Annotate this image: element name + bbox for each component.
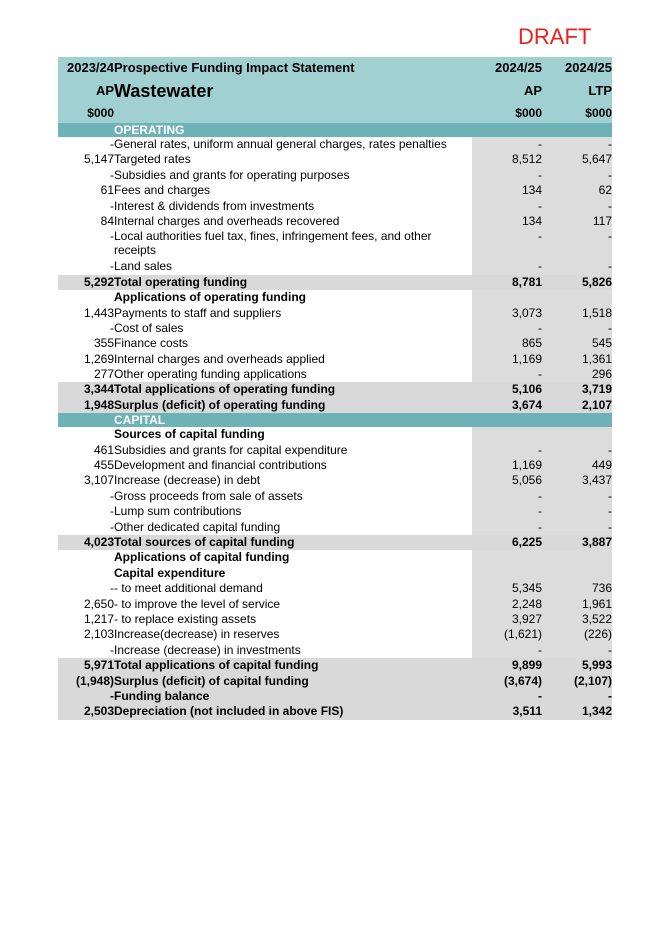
line-item-label: - to meet additional demand (114, 581, 263, 596)
line-item-label: Subsidies and grants for operating purposes (114, 167, 350, 182)
ap-2024-25-cell: 2,248 (472, 597, 542, 612)
ap-2023-24-cell: 277 (93, 367, 114, 382)
ltp-2024-25-cell: - (542, 643, 612, 658)
table-body (58, 123, 612, 720)
subheading-row (58, 290, 612, 305)
ltp-2024-25-cell (542, 566, 612, 581)
line-item-label: General rates, uniform annual general charges, rates penalties (114, 137, 447, 151)
line-item-row (58, 259, 612, 274)
line-item-label: Surplus (deficit) of operating funding (114, 398, 472, 413)
line-item-label: Targeted rates (114, 152, 191, 167)
ltp-2024-25-cell: - (542, 259, 612, 274)
line-item-label: Interest & dividends from investments (114, 198, 315, 213)
section-spacer (472, 413, 542, 427)
line-item-label: Increase(decrease) in reserves (114, 627, 280, 642)
ltp-2024-25-cell: 296 (542, 367, 612, 382)
ap-2024-25-cell: 5,106 (472, 382, 542, 397)
ap-2024-25-cell: - (472, 229, 542, 259)
line-item-row (58, 183, 612, 198)
ap-2024-25-cell (472, 566, 542, 581)
statement-title: Prospective Funding Impact Statement (114, 57, 472, 79)
ltp-2024-25-cell: - (542, 321, 612, 336)
line-item-row (58, 367, 612, 382)
ap-2023-24-cell: 461 (93, 442, 114, 457)
section-spacer (58, 123, 114, 137)
ap-2023-24-cell: - (110, 229, 114, 244)
activity-title: Wastewater (114, 79, 472, 103)
table-header (58, 57, 612, 123)
line-item-label: Increase (decrease) in debt (114, 473, 261, 488)
subheading-label: Sources of capital funding (114, 427, 265, 442)
line-item-row (58, 336, 612, 351)
ltp-2024-25-cell: 3,522 (542, 612, 612, 627)
ap-2023-24-cell: 1,443 (83, 305, 114, 320)
line-item-label: Internal charges and overheads recovered (114, 213, 340, 228)
ap-2024-25-cell: 134 (472, 214, 542, 229)
ap-2024-25-cell: - (472, 367, 542, 382)
ap-2024-25-cell: - (472, 168, 542, 183)
ap-2023-24-cell: - (110, 198, 114, 213)
ap-2024-25-cell: 1,169 (472, 458, 542, 473)
ap-2024-25-cell: 5,056 (472, 473, 542, 488)
section-label: CAPITAL (114, 413, 472, 427)
line-item-label: Depreciation (not included in above FIS) (114, 704, 472, 719)
line-item-label: Funding balance (114, 689, 472, 704)
line-item-row (58, 214, 612, 229)
ap-2024-25-cell: - (472, 489, 542, 504)
ltp-2024-25-cell: - (542, 137, 612, 152)
line-item-label: Finance costs (114, 336, 189, 351)
subheading-row (58, 566, 612, 581)
ap-2024-25-cell (472, 427, 542, 442)
ap-2023-24-cell: - (110, 642, 114, 657)
line-item-label: Other operating funding applications (114, 367, 307, 382)
ltp-2024-25-cell: - (542, 689, 612, 704)
ltp-2024-25-cell: 1,342 (542, 704, 612, 719)
ap-2023-24-cell: 355 (93, 336, 114, 351)
header-col3-unit: $000 (472, 103, 542, 123)
ltp-2024-25-cell: 736 (542, 581, 612, 596)
line-item-label: Other dedicated capital funding (114, 519, 281, 534)
ap-2024-25-cell: 9,899 (472, 658, 542, 673)
ap-2023-24-cell: 4,023 (58, 535, 114, 550)
line-item-label: Land sales (114, 259, 173, 274)
total-row (58, 704, 612, 719)
ap-2024-25-cell: - (472, 443, 542, 458)
line-item-label: Subsidies and grants for capital expenditure (114, 442, 348, 457)
line-item-label: - to improve the level of service (114, 596, 281, 611)
ap-2023-24-cell: - (110, 581, 114, 596)
ap-2023-24-cell (58, 566, 114, 581)
ap-2023-24-cell (58, 550, 114, 565)
ap-2023-24-cell: (1,948) (58, 674, 114, 689)
header-col4-type: LTP (542, 79, 612, 103)
header-row-units (58, 103, 612, 123)
header-col3-type: AP (472, 79, 542, 103)
ap-2023-24-cell: 2,503 (58, 704, 114, 719)
ltp-2024-25-cell: - (542, 168, 612, 183)
total-row (58, 382, 612, 397)
line-item-row (58, 581, 612, 596)
ap-2024-25-cell: (3,674) (472, 674, 542, 689)
ap-2023-24-cell: - (110, 504, 114, 519)
ap-2023-24-cell: 1,269 (83, 351, 114, 366)
ltp-2024-25-cell: 5,826 (542, 275, 612, 290)
ap-2024-25-cell: - (472, 199, 542, 214)
subheading-row (58, 550, 612, 565)
header-col1-type: AP (58, 79, 114, 103)
ap-2023-24-cell: 1,217 (83, 611, 114, 626)
section-spacer (472, 123, 542, 137)
ltp-2024-25-cell: 3,719 (542, 382, 612, 397)
total-row (58, 275, 612, 290)
header-col4-year: 2024/25 (542, 57, 612, 79)
ap-2024-25-cell: - (472, 259, 542, 274)
ltp-2024-25-cell (542, 550, 612, 565)
total-row (58, 689, 612, 704)
ap-2024-25-cell: 3,927 (472, 612, 542, 627)
header-col1-year: 2023/24 (58, 57, 114, 79)
line-item-row (58, 612, 612, 627)
ltp-2024-25-cell: 449 (542, 458, 612, 473)
ap-2023-24-cell: 2,650 (83, 596, 114, 611)
funding-impact-statement-table (58, 57, 612, 720)
ap-2023-24-cell: 455 (93, 458, 114, 473)
total-row (58, 535, 612, 550)
total-row (58, 398, 612, 413)
ap-2023-24-cell: 5,292 (58, 275, 114, 290)
ap-2024-25-cell: 3,674 (472, 398, 542, 413)
section-header-row (58, 123, 612, 137)
ap-2024-25-cell: 865 (472, 336, 542, 351)
ap-2023-24-cell (58, 290, 114, 305)
header-spacer (114, 103, 472, 123)
header-row-types (58, 79, 612, 103)
line-item-row (58, 504, 612, 519)
line-item-row (58, 137, 612, 152)
ap-2024-25-cell: 1,169 (472, 352, 542, 367)
ap-2024-25-cell: 3,511 (472, 704, 542, 719)
ltp-2024-25-cell: 3,437 (542, 473, 612, 488)
line-item-label: Surplus (deficit) of capital funding (114, 674, 472, 689)
line-item-label: Gross proceeds from sale of assets (114, 488, 303, 503)
line-item-label: Local authorities fuel tax, fines, infringement fees, and other receipts (114, 229, 432, 258)
line-item-row (58, 597, 612, 612)
subheading-label: Applications of operating funding (114, 290, 306, 305)
ltp-2024-25-cell: - (542, 199, 612, 214)
line-item-label: Payments to staff and suppliers (114, 305, 282, 320)
ap-2023-24-cell: 3,107 (83, 473, 114, 488)
draft-watermark: DRAFT (518, 24, 592, 49)
line-item-label: Total sources of capital funding (114, 535, 472, 550)
line-item-label: Increase (decrease) in investments (114, 642, 301, 657)
ltp-2024-25-cell: - (542, 229, 612, 259)
ap-2023-24-cell: 5,147 (83, 152, 114, 167)
ltp-2024-25-cell: 117 (542, 214, 612, 229)
section-spacer (542, 123, 612, 137)
line-item-label: Total applications of operating funding (114, 382, 472, 397)
ap-2023-24-cell: - (110, 519, 114, 534)
ap-2023-24-cell: 84 (100, 213, 114, 228)
line-item-row (58, 473, 612, 488)
ltp-2024-25-cell: (226) (542, 627, 612, 642)
ap-2023-24-cell: 5,971 (58, 658, 114, 673)
ap-2024-25-cell: - (472, 520, 542, 535)
total-row (58, 674, 612, 689)
ltp-2024-25-cell: 3,887 (542, 535, 612, 550)
ltp-2024-25-cell: - (542, 504, 612, 519)
line-item-row (58, 168, 612, 183)
line-item-row (58, 321, 612, 336)
line-item-row (58, 627, 612, 642)
ap-2023-24-cell (58, 427, 114, 442)
ap-2024-25-cell: - (472, 137, 542, 152)
ltp-2024-25-cell (542, 290, 612, 305)
subheading-row (58, 427, 612, 442)
header-row-years (58, 57, 612, 79)
ap-2023-24-cell: - (58, 689, 114, 704)
ap-2023-24-cell: - (110, 320, 114, 335)
ap-2024-25-cell: - (472, 643, 542, 658)
total-row (58, 658, 612, 673)
line-item-row (58, 643, 612, 658)
section-header-row (58, 413, 612, 427)
line-item-row (58, 458, 612, 473)
line-item-label: Development and financial contributions (114, 458, 327, 473)
section-spacer (542, 413, 612, 427)
subheading-label: Capital expenditure (114, 565, 226, 580)
ltp-2024-25-cell: (2,107) (542, 674, 612, 689)
ltp-2024-25-cell: 5,647 (542, 152, 612, 167)
ltp-2024-25-cell: 1,518 (542, 306, 612, 321)
ltp-2024-25-cell: 2,107 (542, 398, 612, 413)
ltp-2024-25-cell: - (542, 489, 612, 504)
ap-2024-25-cell: 8,512 (472, 152, 542, 167)
section-label: OPERATING (114, 123, 472, 137)
ap-2024-25-cell: 5,345 (472, 581, 542, 596)
ap-2024-25-cell: 8,781 (472, 275, 542, 290)
ltp-2024-25-cell: 545 (542, 336, 612, 351)
subheading-label: Applications of capital funding (114, 550, 290, 565)
ap-2023-24-cell: 61 (100, 183, 114, 198)
line-item-row (58, 199, 612, 214)
ap-2023-24-cell: - (110, 137, 114, 151)
header-col1-unit: $000 (58, 103, 114, 123)
ap-2024-25-cell: (1,621) (472, 627, 542, 642)
ap-2024-25-cell: - (472, 689, 542, 704)
ap-2023-24-cell: - (110, 167, 114, 182)
line-item-label: Cost of sales (114, 320, 184, 335)
ltp-2024-25-cell: - (542, 443, 612, 458)
line-item-row (58, 306, 612, 321)
line-item-row (58, 489, 612, 504)
ap-2024-25-cell: 3,073 (472, 306, 542, 321)
line-item-row (58, 229, 612, 259)
header-col3-year: 2024/25 (472, 57, 542, 79)
ltp-2024-25-cell: 1,361 (542, 352, 612, 367)
header-col4-unit: $000 (542, 103, 612, 123)
ltp-2024-25-cell: - (542, 520, 612, 535)
ap-2023-24-cell: - (110, 488, 114, 503)
ltp-2024-25-cell: 1,961 (542, 597, 612, 612)
line-item-label: Internal charges and overheads applied (114, 351, 325, 366)
ap-2024-25-cell: 6,225 (472, 535, 542, 550)
section-spacer (58, 413, 114, 427)
ltp-2024-25-cell: 5,993 (542, 658, 612, 673)
line-item-label: Total operating funding (114, 275, 472, 290)
ap-2023-24-cell: 3,344 (58, 382, 114, 397)
line-item-label: Total applications of capital funding (114, 658, 472, 673)
ap-2024-25-cell: - (472, 321, 542, 336)
line-item-row (58, 352, 612, 367)
line-item-row (58, 443, 612, 458)
ap-2023-24-cell: - (110, 259, 114, 274)
ap-2024-25-cell (472, 550, 542, 565)
ap-2024-25-cell (472, 290, 542, 305)
ltp-2024-25-cell (542, 427, 612, 442)
line-item-label: Lump sum contributions (114, 504, 242, 519)
line-item-row (58, 152, 612, 167)
ltp-2024-25-cell: 62 (542, 183, 612, 198)
line-item-row (58, 520, 612, 535)
line-item-label: - to replace existing assets (114, 611, 257, 626)
ap-2024-25-cell: - (472, 504, 542, 519)
line-item-label: Fees and charges (114, 183, 211, 198)
ap-2023-24-cell: 2,103 (83, 627, 114, 642)
ap-2023-24-cell: 1,948 (58, 398, 114, 413)
ap-2024-25-cell: 134 (472, 183, 542, 198)
